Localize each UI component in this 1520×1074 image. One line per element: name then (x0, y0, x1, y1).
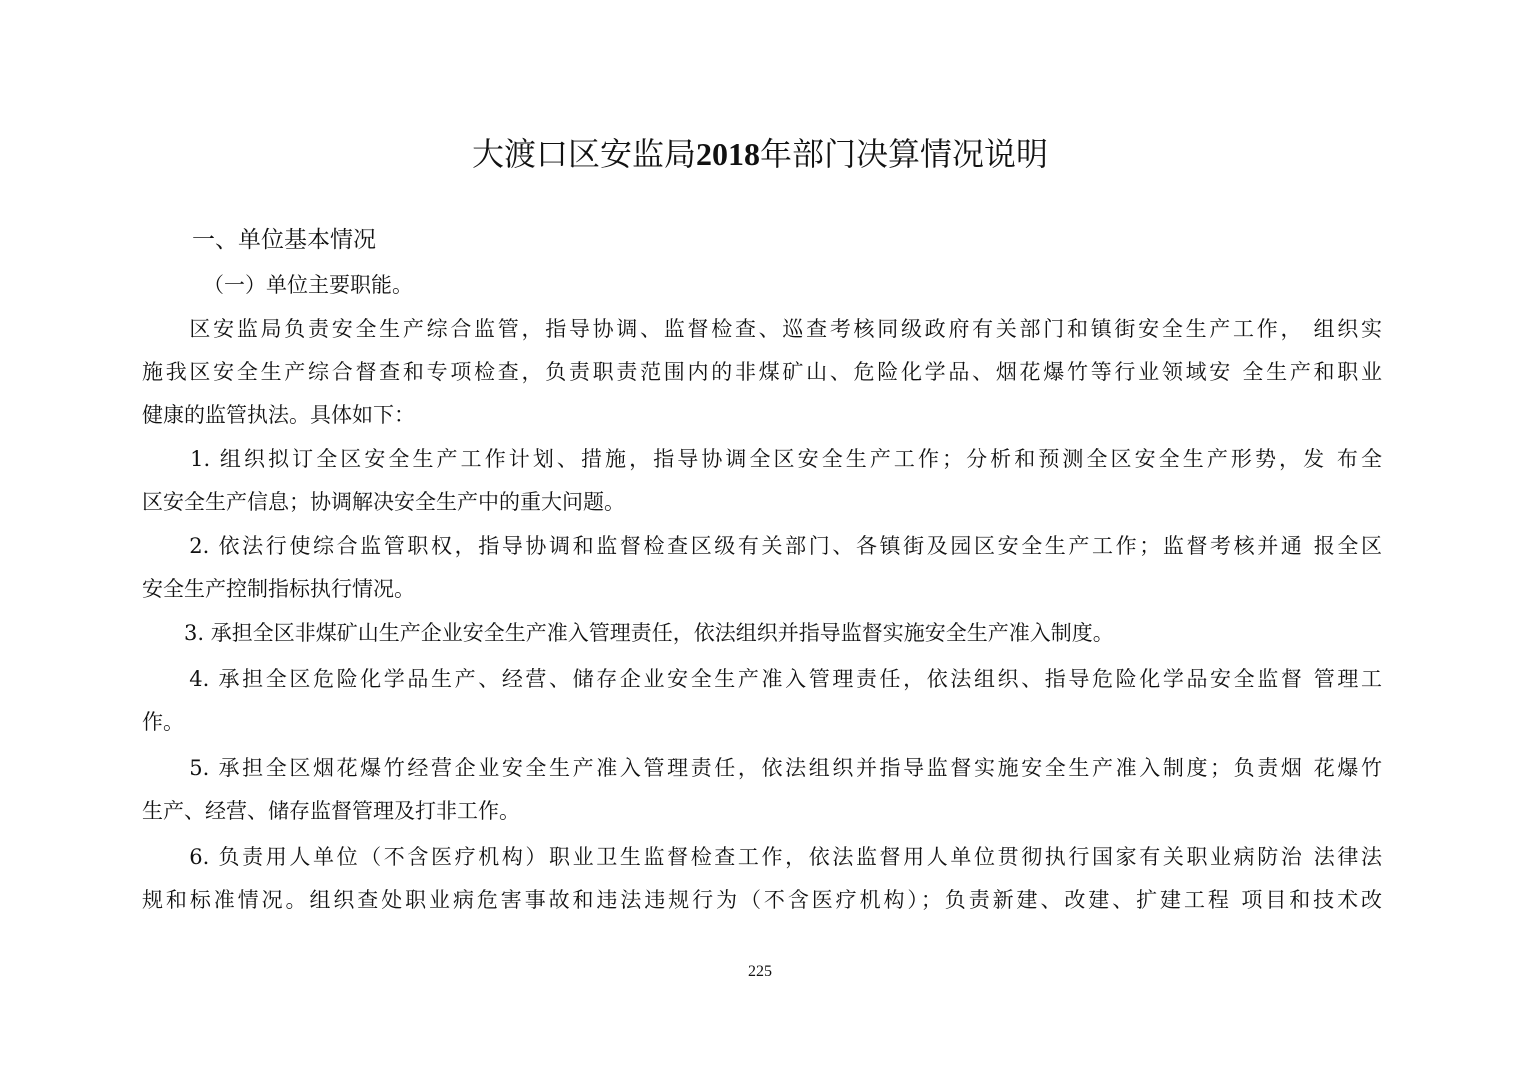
body-line: 规和标准情况。组织查处职业病危害事故和违法违规行为（不含医疗机构）；负责新建、改建、扩建工程 项目和技术改 (142, 888, 1382, 912)
body-line: 区安监局负责安全生产综合监管，指导协调、监督检查、巡查考核同级政府有关部门和镇街安全生产工作， 组织实 (142, 317, 1382, 341)
body-line: 4. 承担全区危险化学品生产、经营、储存企业安全生产准入管理责任，依法组织、指导危险化学品安全监督 管理工 (142, 667, 1382, 691)
page-number: 225 (748, 963, 772, 980)
body-line: 安全生产控制指标执行情况。 (142, 577, 415, 601)
body-line: 2. 依法行使综合监管职权，指导协调和监督检查区级有关部门、各镇街及园区安全生产工作；监督考核并通 报全区 (142, 534, 1382, 558)
body-line: 健康的监管执法。具体如下： (142, 403, 415, 427)
body-line: 施我区安全生产综合督查和专项检查，负责职责范围内的非煤矿山、危险化学品、烟花爆竹等行业领域安 全生产和职业 (142, 360, 1382, 384)
body-line: 生产、经营、储存监督管理及打非工作。 (142, 799, 520, 823)
title-suffix: 年部门决算情况说明 (760, 135, 1049, 173)
title-prefix: 大渡口区安监局 (471, 135, 696, 173)
subsection-heading: （一）单位主要职能。 (203, 273, 413, 297)
title-year: 2018 (696, 136, 760, 172)
page-title (0, 128, 1520, 180)
section-heading: 一、单位基本情况 (192, 227, 376, 253)
body-line: 区安全生产信息；协调解决安全生产中的重大问题。 (142, 490, 625, 514)
body-line: 5. 承担全区烟花爆竹经营企业安全生产准入管理责任，依法组织并指导监督实施安全生产准入制度；负责烟 花爆竹 (142, 756, 1382, 780)
body-line: 1. 组织拟订全区安全生产工作计划、措施，指导协调全区安全生产工作；分析和预测全区安全生产形势，发 布全 (142, 447, 1382, 471)
body-line: 3. 承担全区非煤矿山生产企业安全生产准入管理责任，依法组织并指导监督实施安全生产准入制度。 (142, 621, 1114, 645)
body-line: 6. 负责用人单位（不含医疗机构）职业卫生监督检查工作，依法监督用人单位贯彻执行国家有关职业病防治 法律法 (142, 845, 1382, 869)
body-line: 作。 (142, 710, 184, 734)
